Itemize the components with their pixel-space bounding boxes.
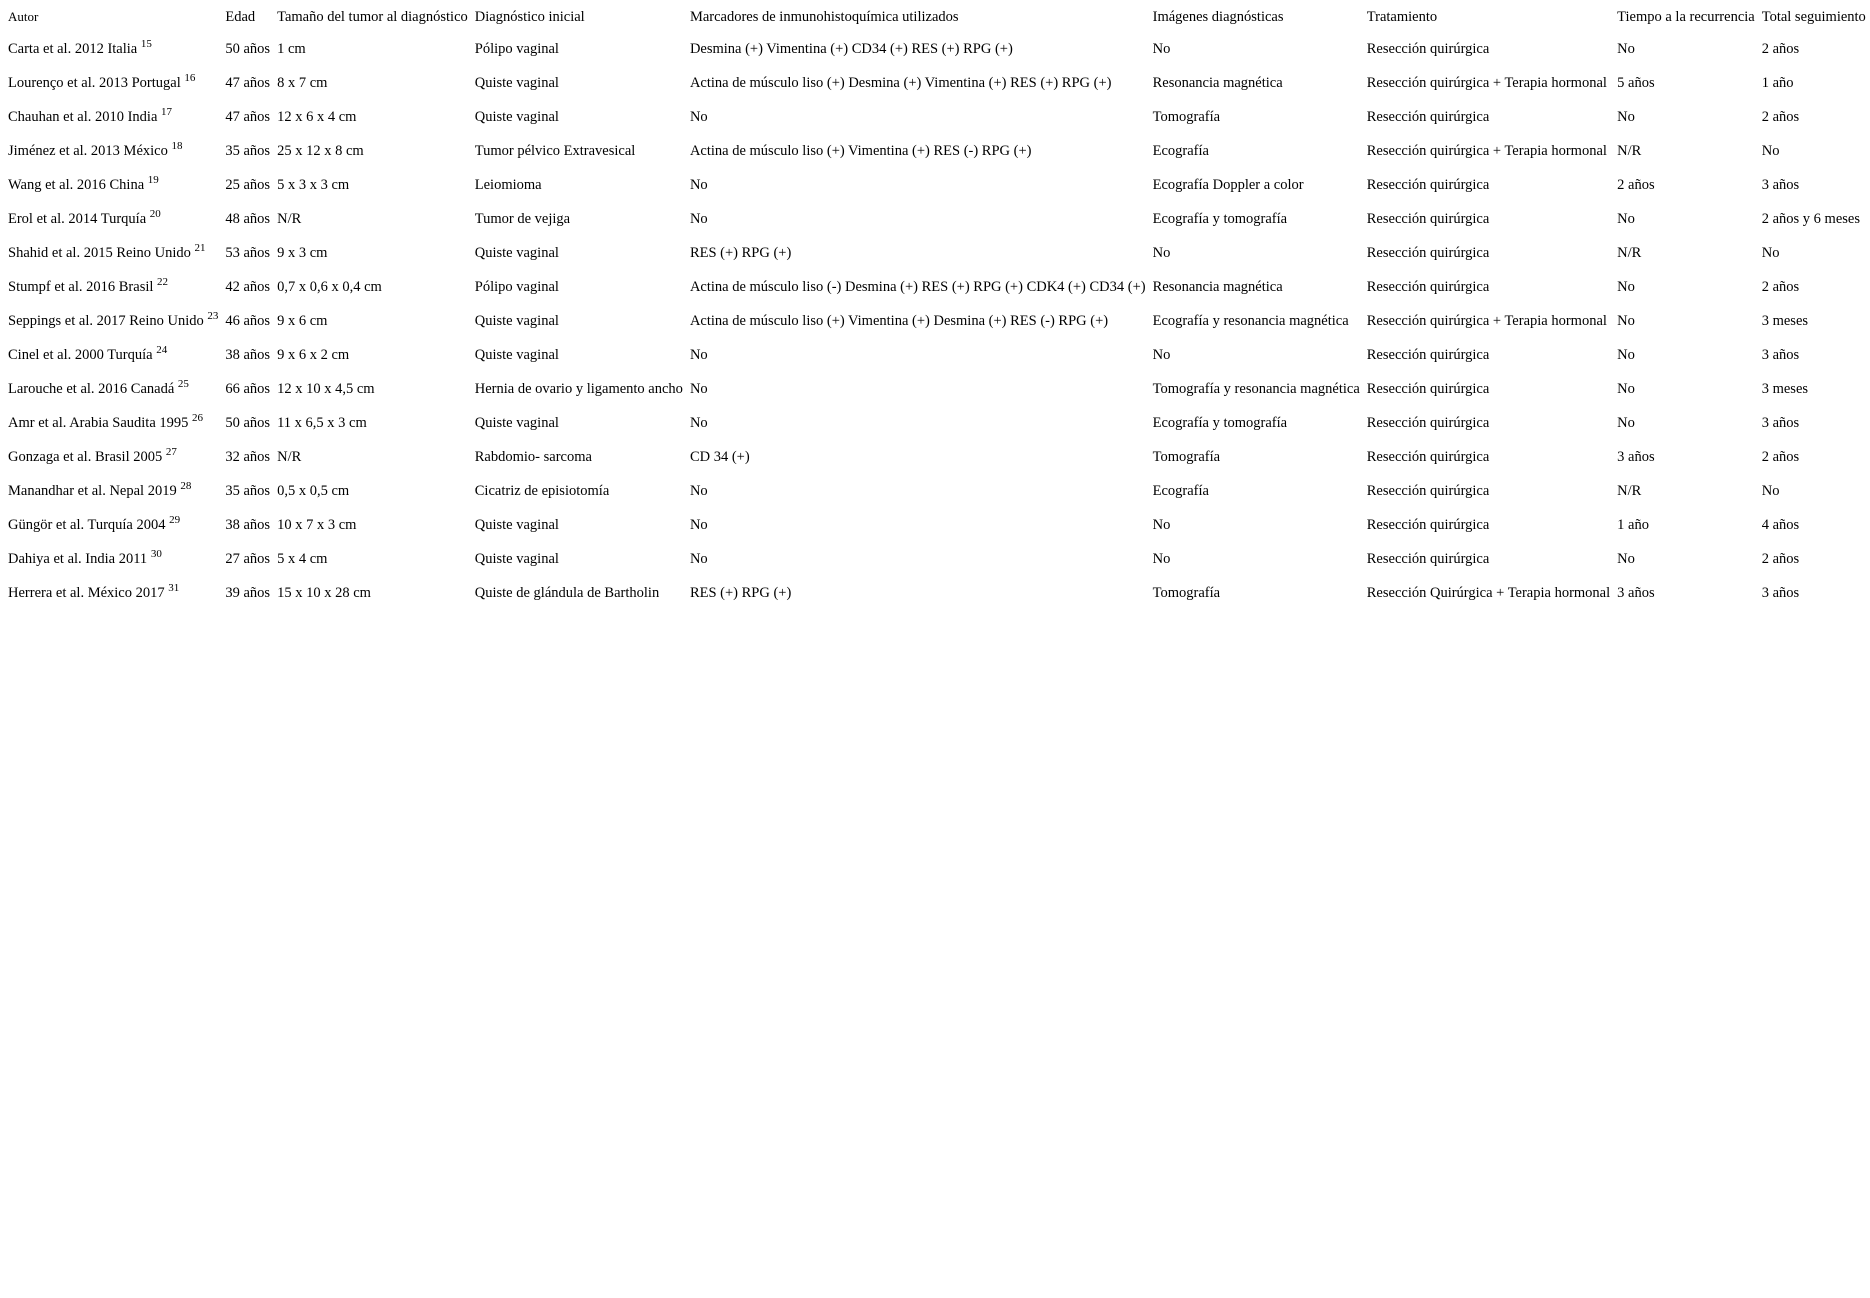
markers-cell: No [689, 517, 708, 534]
recurrence-cell: No [1617, 415, 1635, 432]
author-cell [5, 101, 222, 135]
imaging-cell: Ecografía y tomografía [1152, 211, 1288, 228]
followup-cell: 3 años [1761, 177, 1800, 194]
imaging-cell: Ecografía [1152, 143, 1209, 160]
imaging-cell: Tomografía [1152, 449, 1221, 466]
tumor-size-cell: 9 x 6 x 2 cm [277, 347, 350, 364]
followup-cell: 4 años [1761, 517, 1800, 534]
markers-cell: Actina de músculo liso (+) Vimentina (+) RES (-) RPG (+) [689, 143, 1032, 160]
initial-diagnosis-cell: Quiste vaginal [474, 551, 559, 568]
tumor-size-cell: 10 x 7 x 3 cm [277, 517, 357, 534]
imaging-cell: Ecografía y resonancia magnética [1152, 313, 1349, 330]
header-row [5, 7, 1870, 33]
reference-number: 15 [140, 38, 152, 51]
tumor-size-cell: 0,7 x 0,6 x 0,4 cm [277, 279, 382, 296]
followup-cell: No [1761, 483, 1780, 500]
author-name: Lourenço et al. 2013 Portugal [8, 75, 181, 92]
tumor-size-cell: 8 x 7 cm [277, 75, 328, 92]
table-row [5, 271, 1870, 305]
author-cell [5, 373, 222, 407]
table-body [5, 33, 1870, 611]
imaging-cell: Tomografía [1152, 585, 1221, 602]
reference-number: 28 [180, 480, 192, 493]
reference-number: 24 [156, 344, 168, 357]
reference-number: 21 [194, 242, 206, 255]
table-row [5, 101, 1870, 135]
author-name: Shahid et al. 2015 Reino Unido [8, 245, 191, 262]
treatment-cell: Resección quirúrgica [1366, 109, 1490, 126]
treatment-cell: Resección quirúrgica [1366, 347, 1490, 364]
reference-number: 17 [161, 106, 173, 119]
age-cell: 50 años [225, 415, 271, 432]
age-cell: 35 años [225, 483, 271, 500]
author-name: Güngör et al. Turquía 2004 [8, 517, 166, 534]
recurrence-cell: 1 año [1617, 517, 1649, 534]
initial-diagnosis-cell: Quiste vaginal [474, 109, 559, 126]
followup-cell: 3 meses [1761, 381, 1809, 398]
author-cell [5, 271, 222, 305]
age-cell: 38 años [225, 517, 271, 534]
imaging-cell: Resonancia magnética [1152, 75, 1283, 92]
table-row [5, 441, 1870, 475]
recurrence-cell: N/R [1617, 143, 1642, 160]
markers-cell: Actina de músculo liso (-) Desmina (+) RES (+) RPG (+) CDK4 (+) CD34 (+) [689, 279, 1146, 296]
age-cell: 25 años [225, 177, 271, 194]
tumor-size-cell: 5 x 4 cm [277, 551, 328, 568]
followup-cell: 3 años [1761, 347, 1800, 364]
reference-number: 25 [177, 378, 189, 391]
imaging-cell: No [1152, 347, 1171, 364]
table-row [5, 339, 1870, 373]
initial-diagnosis-cell: Hernia de ovario y ligamento ancho [474, 381, 683, 398]
reference-number: 27 [165, 446, 177, 459]
age-cell: 50 años [225, 41, 271, 58]
recurrence-cell: N/R [1617, 245, 1642, 262]
table-row [5, 237, 1870, 271]
recurrence-cell: No [1617, 347, 1635, 364]
initial-diagnosis-cell: Pólipo vaginal [474, 279, 559, 296]
author-cell [5, 475, 222, 509]
recurrence-cell: No [1617, 211, 1635, 228]
reference-number: 30 [150, 548, 162, 561]
markers-cell: No [689, 415, 708, 432]
imaging-cell: No [1152, 551, 1171, 568]
author-name: Stumpf et al. 2016 Brasil [8, 279, 154, 296]
tumor-size-cell: 12 x 10 x 4,5 cm [277, 381, 375, 398]
imaging-cell: Resonancia magnética [1152, 279, 1283, 296]
treatment-cell: Resección quirúrgica [1366, 381, 1490, 398]
author-name: Jiménez et al. 2013 México [8, 143, 168, 160]
tumor-size-cell: 1 cm [277, 41, 306, 58]
column-header-markers: Marcadores de inmunohistoquímica utilizados [689, 9, 959, 25]
followup-cell: 3 años [1761, 415, 1800, 432]
age-cell: 46 años [225, 313, 271, 330]
initial-diagnosis-cell: Quiste vaginal [474, 347, 559, 364]
initial-diagnosis-cell: Quiste vaginal [474, 245, 559, 262]
author-cell [5, 169, 222, 203]
table-row [5, 169, 1870, 203]
tumor-size-cell: 0,5 x 0,5 cm [277, 483, 350, 500]
column-header-author: Autor [8, 9, 39, 24]
followup-cell: No [1761, 245, 1780, 262]
imaging-cell: Tomografía [1152, 109, 1221, 126]
table-row [5, 577, 1870, 611]
treatment-cell: Resección quirúrgica [1366, 415, 1490, 432]
treatment-cell: Resección Quirúrgica + Terapia hormonal [1366, 585, 1611, 602]
table-row [5, 135, 1870, 169]
imaging-cell: Ecografía [1152, 483, 1209, 500]
markers-cell: No [689, 211, 708, 228]
author-cell [5, 237, 222, 271]
initial-diagnosis-cell: Quiste vaginal [474, 517, 559, 534]
markers-cell: RES (+) RPG (+) [689, 585, 792, 602]
initial-diagnosis-cell: Quiste vaginal [474, 75, 559, 92]
author-name: Seppings et al. 2017 Reino Unido [8, 313, 204, 330]
author-cell [5, 339, 222, 373]
initial-diagnosis-cell: Tumor pélvico Extravesical [474, 143, 636, 160]
author-name: Herrera et al. México 2017 [8, 585, 165, 602]
initial-diagnosis-cell: Rabdomio- sarcoma [474, 449, 592, 466]
reference-number: 20 [149, 208, 161, 221]
followup-cell: 2 años [1761, 449, 1800, 466]
author-cell [5, 543, 222, 577]
author-name: Larouche et al. 2016 Canadá [8, 381, 175, 398]
recurrence-cell: 2 años [1617, 177, 1655, 194]
tumor-size-cell: 9 x 3 cm [277, 245, 328, 262]
author-name: Carta et al. 2012 Italia [8, 41, 138, 58]
table-row [5, 33, 1870, 67]
author-cell [5, 203, 222, 237]
reference-number: 16 [184, 72, 196, 85]
author-name: Manandhar et al. Nepal 2019 [8, 483, 177, 500]
recurrence-cell: No [1617, 313, 1635, 330]
column-header-imaging: Imágenes diagnósticas [1152, 9, 1284, 25]
treatment-cell: Resección quirúrgica [1366, 449, 1490, 466]
author-name: Erol et al. 2014 Turquía [8, 211, 147, 228]
column-header-followup: Total seguimiento [1761, 9, 1866, 25]
tumor-size-cell: 12 x 6 x 4 cm [277, 109, 357, 126]
tumor-size-cell: 9 x 6 cm [277, 313, 328, 330]
table-row [5, 475, 1870, 509]
author-cell [5, 135, 222, 169]
treatment-cell: Resección quirúrgica [1366, 483, 1490, 500]
followup-cell: 2 años [1761, 41, 1800, 58]
markers-cell: No [689, 109, 708, 126]
author-cell [5, 33, 222, 67]
followup-cell: 3 años [1761, 585, 1800, 602]
age-cell: 48 años [225, 211, 271, 228]
column-header-recurrence: Tiempo a la recurrencia [1617, 9, 1755, 25]
markers-cell: No [689, 551, 708, 568]
treatment-cell: Resección quirúrgica [1366, 551, 1490, 568]
tumor-size-cell: N/R [277, 211, 302, 228]
age-cell: 38 años [225, 347, 271, 364]
markers-cell: Actina de músculo liso (+) Desmina (+) Vimentina (+) RES (+) RPG (+) [689, 75, 1112, 92]
markers-cell: RES (+) RPG (+) [689, 245, 792, 262]
author-cell [5, 407, 222, 441]
markers-cell: No [689, 347, 708, 364]
table-row [5, 543, 1870, 577]
followup-cell: 2 años [1761, 109, 1800, 126]
initial-diagnosis-cell: Pólipo vaginal [474, 41, 559, 58]
treatment-cell: Resección quirúrgica [1366, 177, 1490, 194]
treatment-cell: Resección quirúrgica + Terapia hormonal [1366, 313, 1607, 330]
markers-cell: No [689, 483, 708, 500]
table-row [5, 407, 1870, 441]
followup-cell: 2 años y 6 meses [1761, 211, 1860, 228]
recurrence-cell: 3 años [1617, 449, 1655, 466]
imaging-cell: Ecografía Doppler a color [1152, 177, 1304, 194]
initial-diagnosis-cell: Quiste vaginal [474, 415, 559, 432]
table-row [5, 203, 1870, 237]
reference-number: 31 [168, 582, 180, 595]
markers-cell: No [689, 381, 708, 398]
recurrence-cell: 5 años [1617, 75, 1655, 92]
author-cell [5, 441, 222, 475]
initial-diagnosis-cell: Quiste de glándula de Bartholin [474, 585, 660, 602]
followup-cell: 2 años [1761, 551, 1800, 568]
author-name: Amr et al. Arabia Saudita 1995 [8, 415, 189, 432]
table-row [5, 67, 1870, 101]
age-cell: 39 años [225, 585, 271, 602]
initial-diagnosis-cell: Quiste vaginal [474, 313, 559, 330]
author-cell [5, 67, 222, 101]
author-cell [5, 577, 222, 611]
treatment-cell: Resección quirúrgica + Terapia hormonal [1366, 143, 1607, 160]
imaging-cell: No [1152, 517, 1171, 534]
author-name: Wang et al. 2016 China [8, 177, 145, 194]
treatment-cell: Resección quirúrgica [1366, 211, 1490, 228]
age-cell: 35 años [225, 143, 271, 160]
initial-diagnosis-cell: Cicatriz de episiotomía [474, 483, 610, 500]
reference-number: 18 [171, 140, 183, 153]
followup-cell: No [1761, 143, 1780, 160]
column-header-initial-diagnosis: Diagnóstico inicial [474, 9, 585, 25]
recurrence-cell: No [1617, 109, 1635, 126]
imaging-cell: No [1152, 41, 1171, 58]
table-row [5, 305, 1870, 339]
column-header-treatment: Tratamiento [1366, 9, 1438, 25]
case-reports-table [5, 7, 1870, 611]
initial-diagnosis-cell: Tumor de vejiga [474, 211, 571, 228]
imaging-cell: No [1152, 245, 1171, 262]
markers-cell: Actina de músculo liso (+) Vimentina (+) Desmina (+) RES (-) RPG (+) [689, 313, 1109, 330]
author-name: Chauhan et al. 2010 India [8, 109, 158, 126]
age-cell: 42 años [225, 279, 271, 296]
reference-number: 29 [169, 514, 181, 527]
author-name: Cinel et al. 2000 Turquía [8, 347, 153, 364]
treatment-cell: Resección quirúrgica [1366, 279, 1490, 296]
recurrence-cell: 3 años [1617, 585, 1655, 602]
recurrence-cell: No [1617, 551, 1635, 568]
table-header [5, 7, 1870, 33]
age-cell: 32 años [225, 449, 271, 466]
recurrence-cell: No [1617, 381, 1635, 398]
column-header-size: Tamaño del tumor al diagnóstico [277, 9, 468, 25]
imaging-cell: Tomografía y resonancia magnética [1152, 381, 1360, 398]
treatment-cell: Resección quirúrgica [1366, 517, 1490, 534]
followup-cell: 1 año [1761, 75, 1794, 92]
author-cell [5, 305, 222, 339]
reference-number: 26 [192, 412, 204, 425]
recurrence-cell: No [1617, 41, 1635, 58]
treatment-cell: Resección quirúrgica + Terapia hormonal [1366, 75, 1607, 92]
recurrence-cell: N/R [1617, 483, 1642, 500]
age-cell: 53 años [225, 245, 271, 262]
age-cell: 47 años [225, 75, 271, 92]
column-header-age: Edad [225, 9, 256, 25]
recurrence-cell: No [1617, 279, 1635, 296]
initial-diagnosis-cell: Leiomioma [474, 177, 542, 194]
author-name: Gonzaga et al. Brasil 2005 [8, 449, 163, 466]
treatment-cell: Resección quirúrgica [1366, 245, 1490, 262]
age-cell: 27 años [225, 551, 271, 568]
markers-cell: CD 34 (+) [689, 449, 750, 466]
tumor-size-cell: 11 x 6,5 x 3 cm [277, 415, 367, 432]
imaging-cell: Ecografía y tomografía [1152, 415, 1288, 432]
tumor-size-cell: 15 x 10 x 28 cm [277, 585, 371, 602]
tumor-size-cell: N/R [277, 449, 302, 466]
age-cell: 47 años [225, 109, 271, 126]
age-cell: 66 años [225, 381, 271, 398]
tumor-size-cell: 5 x 3 x 3 cm [277, 177, 350, 194]
followup-cell: 3 meses [1761, 313, 1809, 330]
author-cell [5, 509, 222, 543]
treatment-cell: Resección quirúrgica [1366, 41, 1490, 58]
tumor-size-cell: 25 x 12 x 8 cm [277, 143, 364, 160]
table-row [5, 373, 1870, 407]
table-row [5, 509, 1870, 543]
reference-number: 19 [147, 174, 159, 187]
reference-number: 23 [207, 310, 219, 323]
markers-cell: No [689, 177, 708, 194]
author-name: Dahiya et al. India 2011 [8, 551, 148, 568]
markers-cell: Desmina (+) Vimentina (+) CD34 (+) RES (+) RPG (+) [689, 41, 1013, 58]
reference-number: 22 [157, 276, 169, 289]
followup-cell: 2 años [1761, 279, 1800, 296]
